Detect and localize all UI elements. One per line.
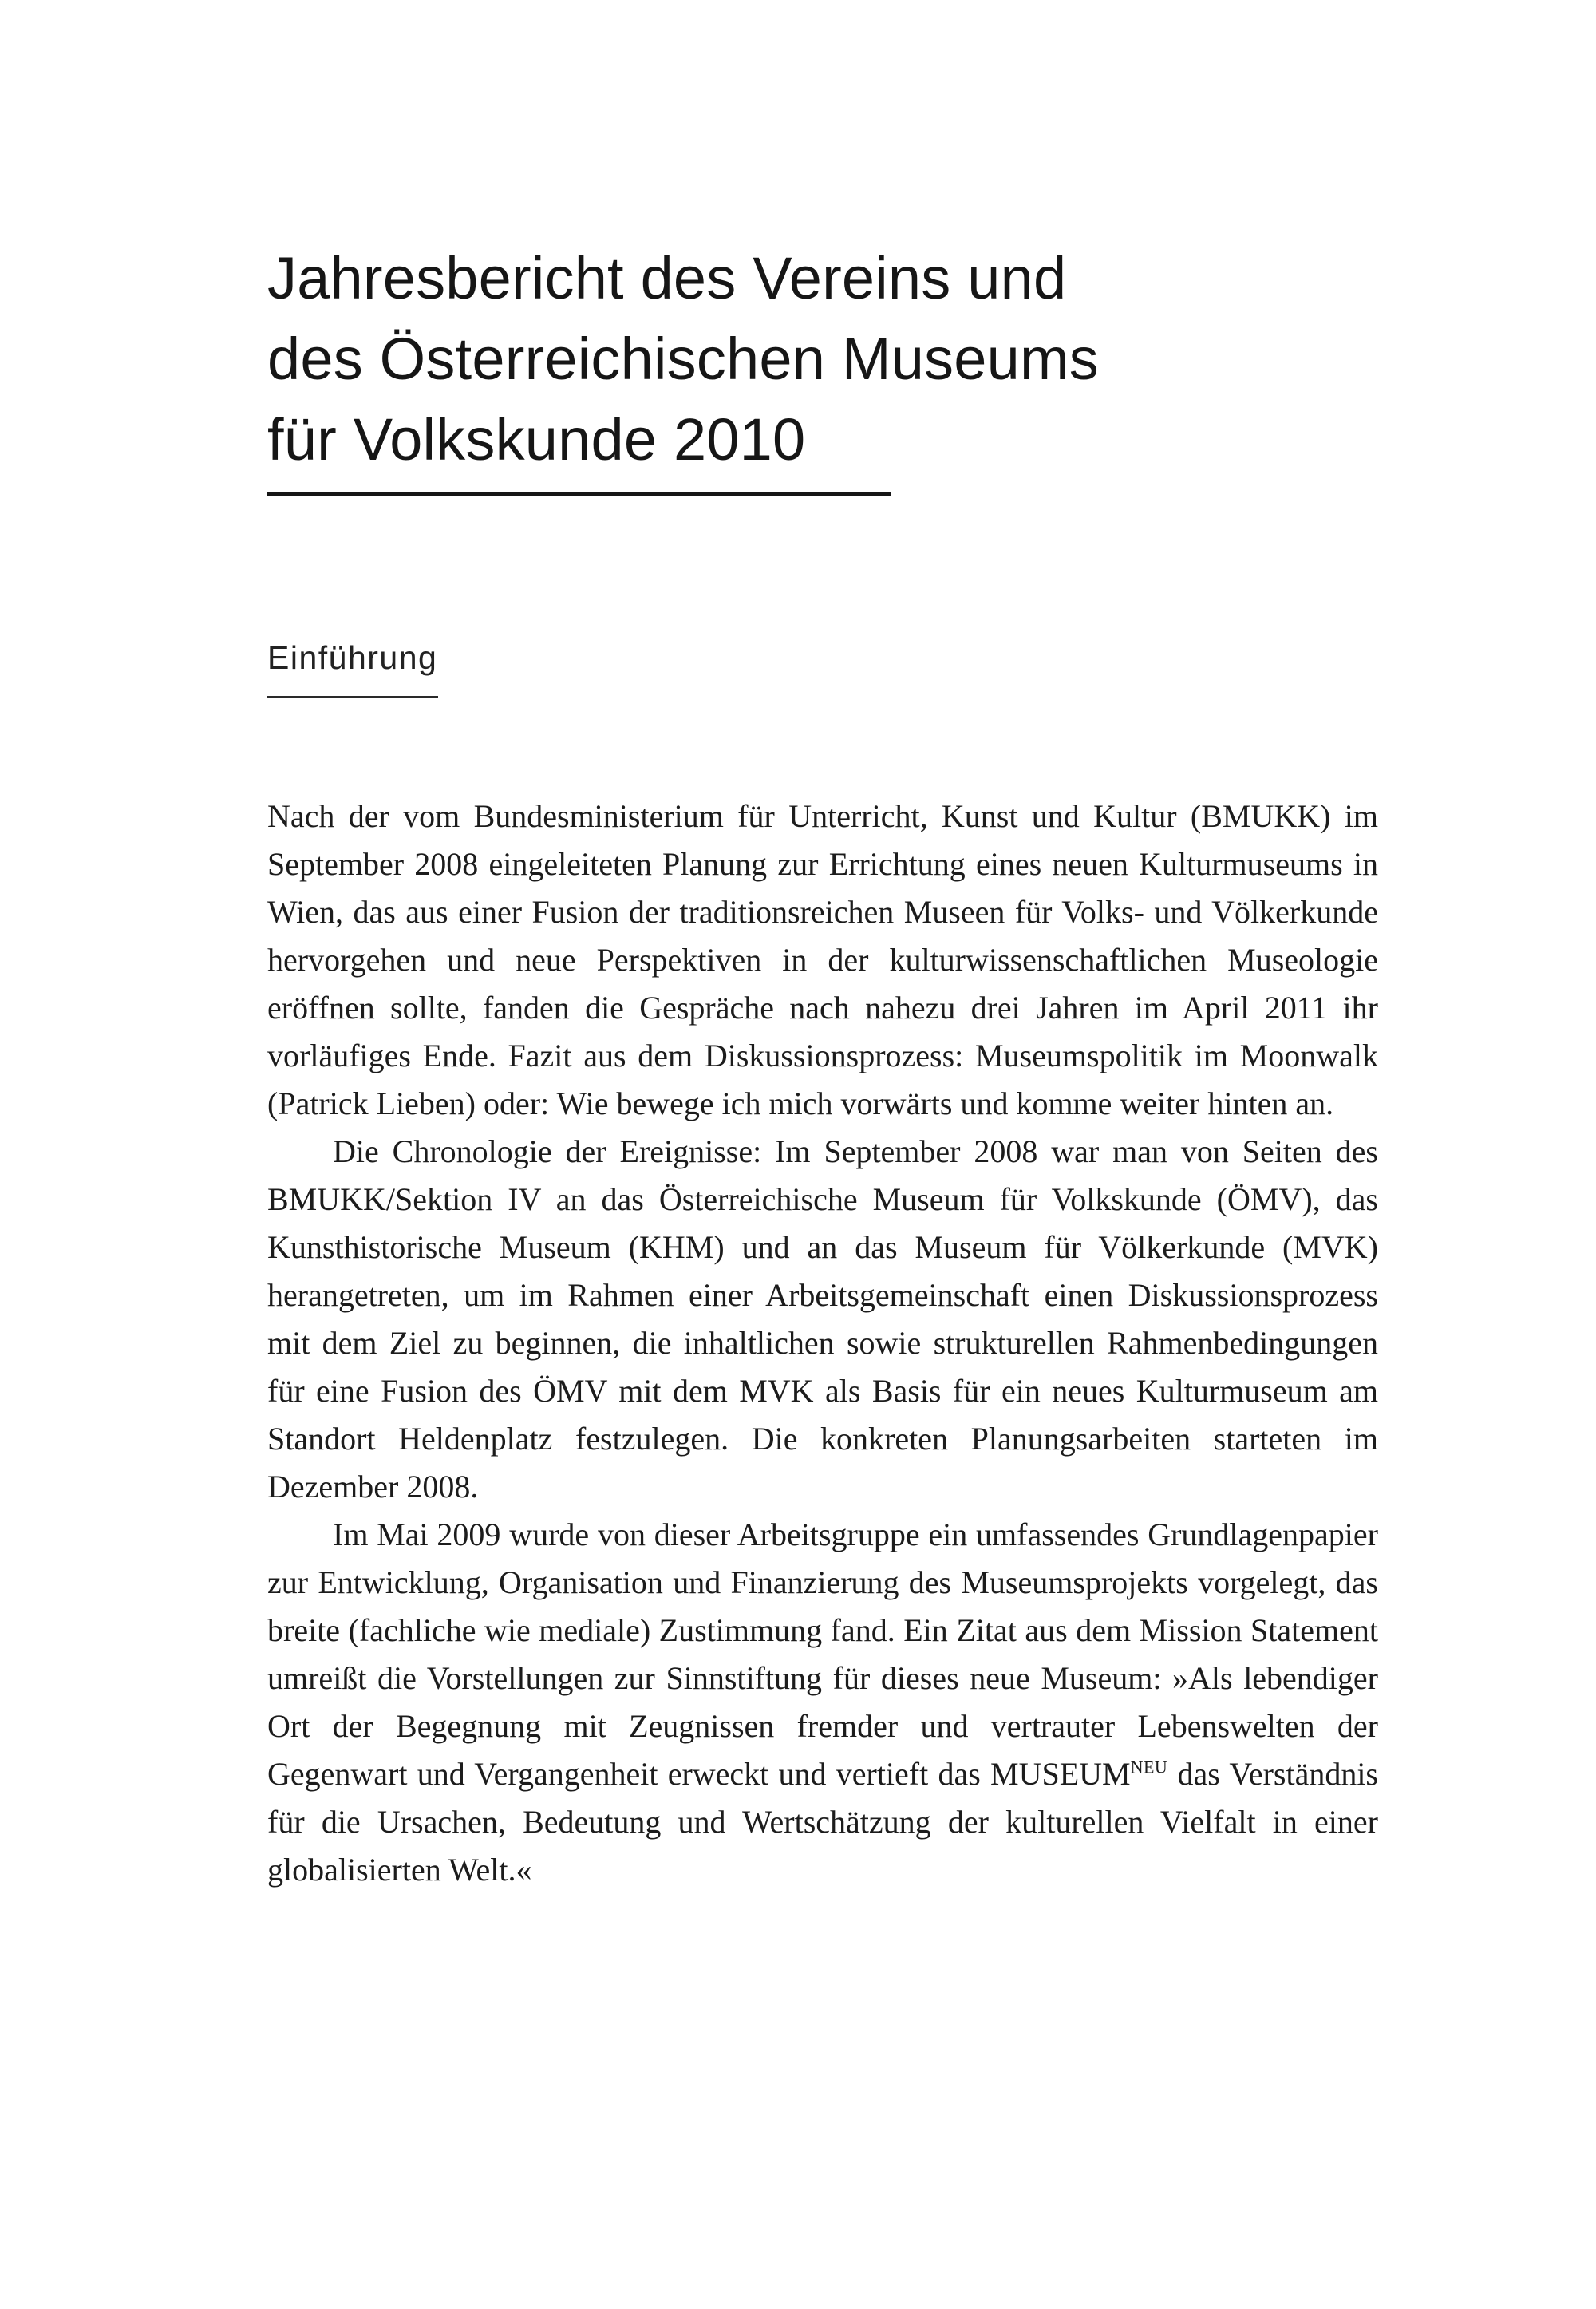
page-title	[267, 238, 1378, 480]
page-title-line: Jahresbericht des Vereins und	[267, 245, 1067, 311]
title-divider	[267, 492, 891, 496]
body-paragraph: Nach der vom Bundesministerium für Unterricht, Kunst und Kultur (BMUKK) im September 2008 eingeleiteten Planung zur Errichtung eines neuen Kulturmuseums in Wien, das aus einer Fusion der traditionsreichen Museen für Volks- und Völkerkunde hervorgehen und neue Perspektiven in der kulturwissenschaftlichen Museologie eröffnen sollte, fanden die Gespräche nach nahezu drei Jahren im April 2011 ihr vorläufiges Ende. Fazit aus dem Diskussionsprozess: Museumspolitik im Moonwalk (Patrick Lieben) oder: Wie bewege ich mich vorwärts und komme weiter hinten an.	[267, 798, 1378, 1121]
paragraph-text: das Verständnis für die Ursachen, Bedeutung und Wertschätzung der kulturellen Vielfalt in einer globalisierten Welt.«	[267, 1756, 1378, 1888]
page-title-line: für Volkskunde 2010	[267, 406, 806, 472]
section-divider	[267, 696, 438, 698]
section-heading: Einführung	[267, 639, 438, 676]
museum-neu-superscript: NEU	[1130, 1757, 1168, 1777]
body-text	[267, 793, 1378, 1894]
page-title-line: des Österreichischen Museums	[267, 326, 1099, 392]
body-paragraph	[267, 1511, 1378, 1894]
paragraph-text: Im Mai 2009 wurde von dieser Arbeitsgruppe ein umfassendes Grundlagenpapier zur Entwicklung, Organisation und Finanzierung des Museumsprojekts vorgelegt, das breite (fachliche wie mediale) Zustimmung fand. Ein Zitat aus dem Mission Statement umreißt die Vorstellungen zur Sinnstiftung für dieses neue Museum: »Als lebendiger Ort der Begegnung mit Zeugnissen fremder und vertrauter Lebenswelten der Gegenwart und Vergangenheit erweckt und vertieft das MUSEUM	[267, 1516, 1378, 1792]
body-paragraph: Die Chronologie der Ereignisse: Im September 2008 war man von Seiten des BMUKK/Sektion IV an das Österreichische Museum für Volkskunde (ÖMV), das Kunsthistorische Museum (KHM) und an das Museum für Völkerkunde (MVK) herangetreten, um im Rahmen einer Arbeitsgemeinschaft einen Diskussionsprozess mit dem Ziel zu beginnen, die inhaltlichen sowie strukturellen Rahmenbedingungen für eine Fusion des ÖMV mit dem MVK als Basis für ein neues Kulturmuseum am Standort Heldenplatz festzulegen. Die konkreten Planungsarbeiten starteten im Dezember 2008.	[267, 1133, 1378, 1504]
page-content	[267, 0, 1378, 1894]
